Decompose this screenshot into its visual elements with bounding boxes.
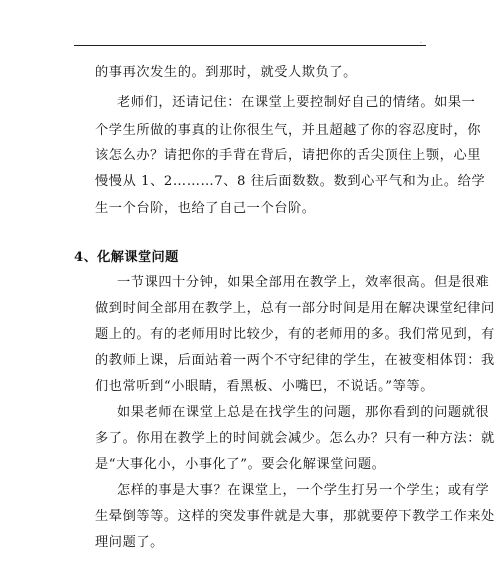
- header-mark: .: [420, 38, 422, 45]
- paragraph-3-line-5: 们也常听到“小眼睛，看黑板、小嘴巴，不说话。”等等。: [95, 379, 434, 394]
- paragraph-4-line-1: 如果老师在课堂上总是在找学生的问题，那你看到的问题就很: [117, 405, 490, 420]
- paragraph-2-line-5: 生一个台阶，也给了自己一个台阶。: [95, 201, 316, 216]
- paragraph-2-line-3: 该怎么办？请把你的手背在背后，请把你的舌尖顶住上颚，心里: [95, 148, 482, 163]
- section-heading: 4、化解课堂问题: [74, 250, 179, 265]
- paragraph-2-line-2: 个学生所做的事真的让你很生气，并且超越了你的容忍度时，你: [95, 123, 482, 138]
- paragraph-4-line-2: 多了。你用在教学上的时间就会减少。怎么办？只有一种方法：就: [95, 431, 495, 446]
- header-rule: [74, 45, 426, 46]
- paragraph-3-line-1: 一节课四十分钟，如果全部用在教学上，效率很高。但是很难: [117, 275, 490, 290]
- paragraph-3-line-3: 题上的。有的老师用时比较少，有的老师用的多。我们常见到，有: [95, 327, 495, 342]
- paragraph-1-line-1: 的事再次发生的。到那时，就受人欺负了。: [95, 65, 357, 80]
- paragraph-5-line-2: 生晕倒等等。这样的突发事件就是大事，那就要停下教学工作来处: [95, 509, 495, 524]
- paragraph-3-line-4: 的教师上课，后面站着一两个不守纪律的学生，在被变相体罚：我: [95, 353, 495, 368]
- paragraph-5-line-3: 理问题了。: [95, 535, 164, 550]
- paragraph-4-line-3: 是“大事化小，小事化了”。要会化解课堂问题。: [95, 457, 386, 472]
- paragraph-3-line-2: 做到时间全部用在教学上，总有一部分时间是用在解决课堂纪律问: [95, 301, 495, 316]
- paragraph-5-line-1: 怎样的事是大事？在课堂上，一个学生打另一个学生；或有学: [117, 483, 490, 498]
- paragraph-2-line-4: 慢慢从 1、2………7、8 往后面数数。数到心平气和为止。给学: [95, 174, 486, 189]
- paragraph-2-line-1: 老师们，还请记住：在课堂上要控制好自己的情绪。如果一: [117, 95, 476, 110]
